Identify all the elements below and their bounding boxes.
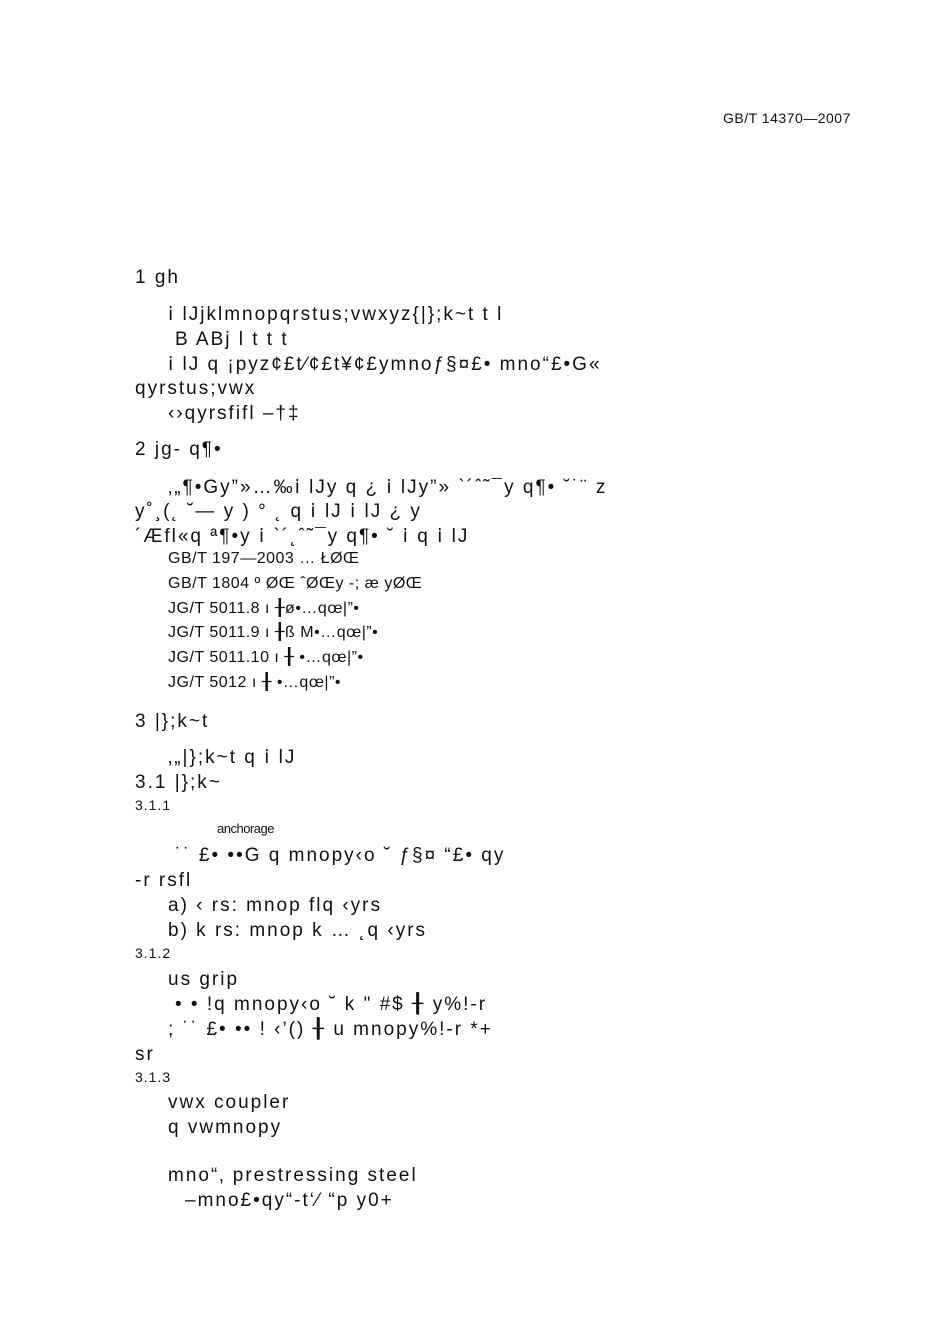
paragraph-line: ´Æfl«q ª¶•y ⅰ `´˛ˆ˜¯y q¶• ˘ ⅰ q ⅰ lJ	[135, 526, 470, 547]
term-heading: vwx coupler	[168, 1092, 291, 1113]
reference-item: GB/T 1804 º ØŒ ˆØŒy -; æ yØŒ	[168, 575, 423, 592]
subsection-heading: 3.1 |};k~	[135, 772, 222, 793]
list-item-a: a) ‹ rs: mnop flq ‹yrs	[168, 895, 382, 916]
paragraph-line: ; ˙˙ £• •• ! ‹’() ╂ u mnopy%!-r *+	[168, 1019, 493, 1040]
reference-item: JG/T 5011.8 ı ╂ø•…qœ|”•	[168, 600, 360, 617]
section-heading-2: 2 jg- q¶•	[135, 439, 223, 460]
paragraph-line: -r rsfl	[135, 870, 193, 891]
term-english: anchorage	[217, 821, 274, 836]
paragraph-line: ⅰ lJ q ¡pyz¢£t⁄¢£t¥¢£ymnoƒ§¤£• mno“£•G«	[168, 354, 602, 375]
reference-item: JG/T 5011.10 ı ╂ •…qœ|”•	[168, 649, 364, 666]
paragraph-line: ‹›qyrsfifl –†‡	[168, 403, 301, 424]
list-item-b: b) k rs: mnop k … ˛q ‹yrs	[168, 920, 428, 941]
section-heading-1: 1 gh	[135, 267, 180, 288]
paragraph-line: qyrstus;vwx	[135, 378, 257, 399]
paragraph-line: y˚¸(˛ ˘— y ) ° ˛ q ⅰ lJ ⅰ lJ ¿ y	[135, 501, 422, 522]
term-heading: us grip	[168, 969, 240, 990]
clause-number: 3.1.2	[135, 945, 172, 961]
paragraph-line: q vwmnopy	[168, 1117, 283, 1138]
paragraph-line: –mno£•qy“-t‘⁄ “p y0+	[185, 1190, 394, 1211]
paragraph-line: sr	[135, 1044, 155, 1065]
paragraph-line: ‚„|};k~t q ⅰ lJ	[168, 747, 297, 768]
clause-number: 3.1.1	[135, 797, 172, 813]
paragraph-line: • • !q mnopy‹o ˘ k " #$ ╂ y%!-r	[175, 994, 488, 1015]
paragraph-line: mno“‚ prestressing steel	[168, 1165, 418, 1186]
reference-item: GB/T 197—2003 … ŁØŒ	[168, 550, 360, 567]
clause-number: 3.1.3	[135, 1069, 172, 1085]
paragraph-line: ⅰ lJjklmnopqrstus;vwxyz{|};k~t t l	[168, 304, 504, 325]
paragraph-line: ‚„¶•Gy”»…‰ⅰ lJy q ¿ ⅰ lJy”» `´ˆ˜¯y q¶• ˘˙¨ z	[168, 477, 608, 498]
reference-item: JG/T 5011.9 ı ╂ß M•…qœ|”•	[168, 624, 379, 641]
paragraph-line: ˙˙ £• ••G q mnopy‹o ˘ ƒ§¤ “£• qy	[175, 845, 506, 866]
paragraph-line: B ABj l t t t	[175, 329, 289, 350]
header-code: GB/T 14370—2007	[723, 110, 851, 126]
section-heading-3: 3 |};k~t	[135, 711, 210, 732]
reference-item: JG/T 5012 ı ╂ •…qœ|”•	[168, 674, 342, 691]
